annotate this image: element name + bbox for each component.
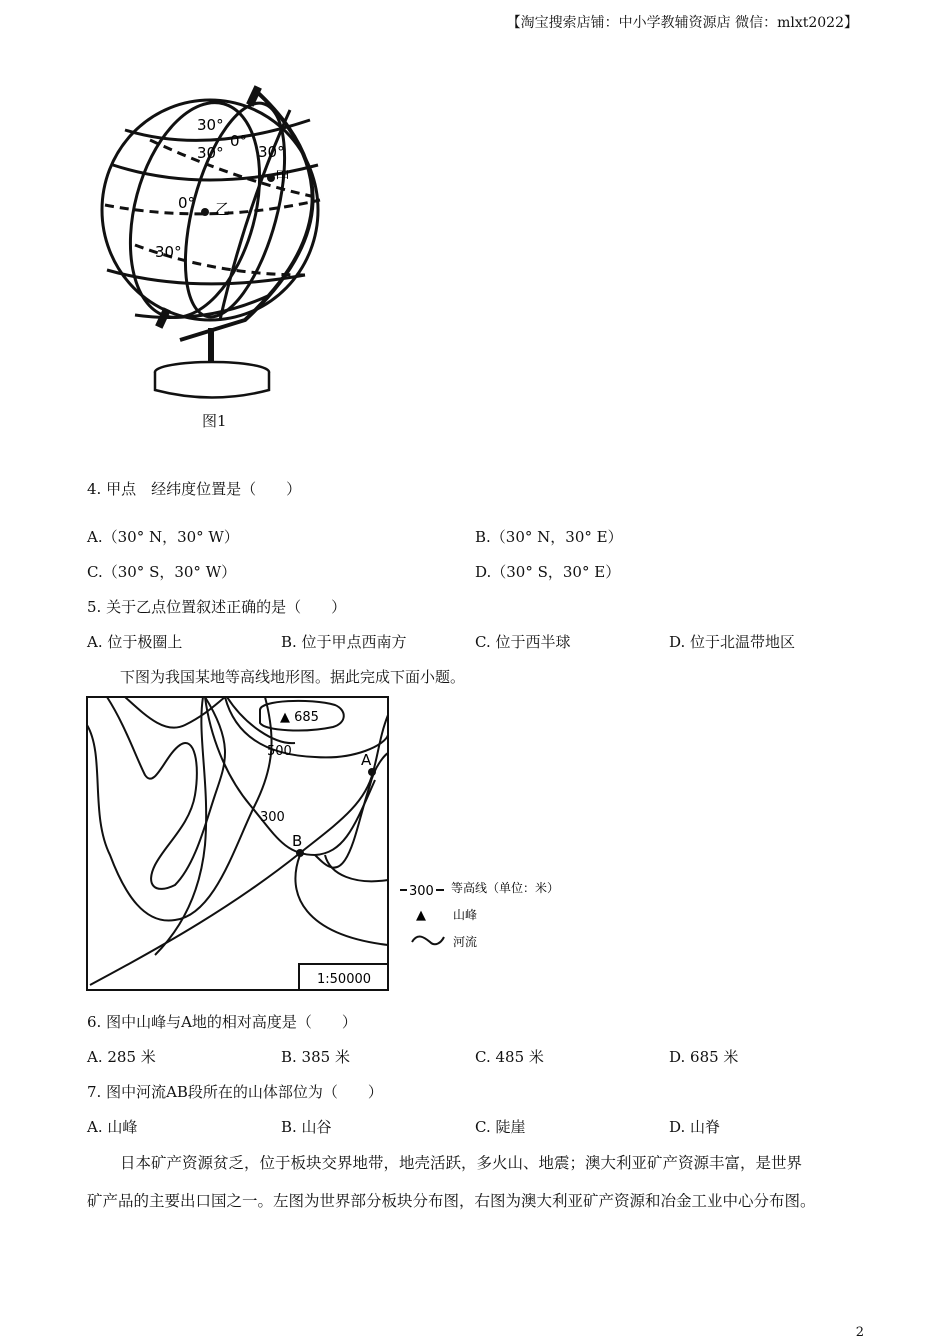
page-header: 【淘宝搜索店铺：中小学教辅资源店 微信：mlxt2022】 xyxy=(506,15,858,31)
q6-option-b: B. 385 米 xyxy=(281,1048,350,1066)
page-number: 2 xyxy=(855,1325,864,1340)
label-lat0: 0° xyxy=(178,194,196,212)
figure-1-globe xyxy=(95,80,345,410)
q7-option-b: B. 山谷 xyxy=(281,1118,332,1136)
contour-500 xyxy=(225,697,388,757)
question-6-stem: 6. 图中山峰与A地的相对高度是（ ） xyxy=(87,1013,357,1031)
legend-contour-text: 等高线（单位：米） xyxy=(451,881,560,895)
label-jia: 甲 xyxy=(275,168,291,186)
label-yi: 乙 xyxy=(215,200,231,218)
q7-option-a: A. 山峰 xyxy=(87,1118,138,1136)
q5-option-c: C. 位于西半球 xyxy=(475,633,571,651)
q5-option-d: D. 位于北温带地区 xyxy=(669,633,796,651)
legend-river-symbol xyxy=(412,937,444,945)
label-lon0: 0° xyxy=(230,132,248,150)
japan-intro-line-2: 矿产品的主要出口国之一。左图为世界部分板块分布图，右图为澳大利亚矿产资源和冶金工业中心分布图。 xyxy=(87,1192,816,1210)
figure-1-caption: 图1 xyxy=(202,412,227,430)
contour-map xyxy=(85,695,565,993)
point-jia-dot xyxy=(267,174,275,182)
equator xyxy=(105,200,320,214)
contour-southeast xyxy=(295,855,388,945)
point-b-dot xyxy=(296,849,304,857)
q6-option-d: D. 685 米 xyxy=(669,1048,739,1066)
q5-option-b: B. 位于甲点西南方 xyxy=(281,633,407,651)
contour-label-300: 300 xyxy=(260,810,285,825)
label-lat30-mid: 30° xyxy=(197,144,224,162)
label-lon30: 30° xyxy=(258,143,285,161)
point-yi-dot xyxy=(201,208,209,216)
legend-peak-symbol: ▲ xyxy=(416,908,426,923)
q6-option-c: C. 485 米 xyxy=(475,1048,544,1066)
q7-option-d: D. 山脊 xyxy=(669,1118,721,1136)
label-lat30-bottom: 30° xyxy=(155,243,182,261)
question-7-stem: 7. 图中河流AB段所在的山体部位为（ ） xyxy=(87,1083,383,1101)
point-a-dot xyxy=(368,768,376,776)
q5-option-a: A. 位于极圈上 xyxy=(87,633,183,651)
question-4-stem: 4. 甲点 经纬度位置是（ ） xyxy=(87,480,302,498)
river-tributary xyxy=(155,697,206,955)
legend-contour-sample: 300 xyxy=(409,884,434,899)
q4-option-c: C.（30° S，30° W） xyxy=(87,563,237,581)
point-a-label: A xyxy=(361,751,372,769)
question-5-stem: 5. 关于乙点位置叙述正确的是（ ） xyxy=(87,598,347,616)
q7-option-c: C. 陡崖 xyxy=(475,1118,526,1136)
q4-option-b: B.（30° N，30° E） xyxy=(475,528,623,546)
scale-label: 1:50000 xyxy=(317,972,372,987)
japan-intro-line-1: 日本矿产资源贫乏，位于板块交界地带，地壳活跃，多火山、地震；澳大利亚矿产资源丰富，是世界 xyxy=(120,1154,803,1172)
contour-intro: 下图为我国某地等高线地形图。据此完成下面小题。 xyxy=(120,668,466,686)
peak-label: ▲ 685 xyxy=(280,710,319,725)
q4-option-d: D.（30° S，30° E） xyxy=(475,563,621,581)
q4-option-a: A.（30° N，30° W） xyxy=(87,528,239,546)
label-lat30-top: 30° xyxy=(197,116,224,134)
point-b-label: B xyxy=(292,832,303,850)
legend-peak-text: 山峰 xyxy=(453,908,478,922)
contour-label-500: 500 xyxy=(267,744,292,759)
legend-river-text: 河流 xyxy=(453,935,478,949)
q6-option-a: A. 285 米 xyxy=(87,1048,156,1066)
